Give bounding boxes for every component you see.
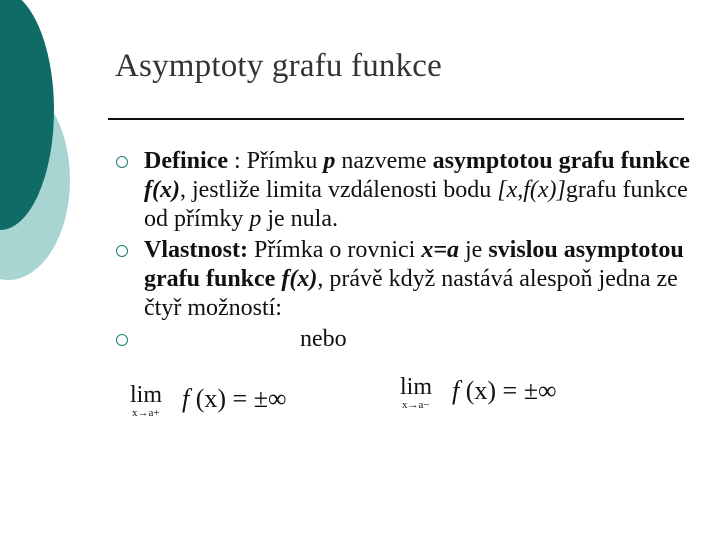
function-f: f <box>182 384 190 413</box>
circle-bullet-icon <box>116 334 128 346</box>
text: je <box>459 237 489 263</box>
text: : Přímku <box>227 148 324 174</box>
definition-label: Definice <box>144 148 228 174</box>
text: , jestliže limita vzdálenosti bodu <box>179 177 498 203</box>
text: je nula. <box>261 206 338 232</box>
limit-formula-right <box>130 382 287 420</box>
text: Přímka o rovnici <box>248 237 422 263</box>
vertical-asymptote-term: svislou asymptotou grafu funkce <box>144 237 684 292</box>
expression-rest: (x) = ±∞ <box>189 384 287 413</box>
lim-subscript: x→a− <box>402 399 430 411</box>
circle-bullet-icon <box>116 245 128 257</box>
line-p: p <box>249 206 262 232</box>
corner-decoration <box>0 0 120 300</box>
title-divider <box>108 118 684 120</box>
lim-operator: lim <box>130 382 163 408</box>
limit-expression <box>452 376 557 406</box>
limit-formula-left <box>400 374 557 412</box>
function-fx: f(x) <box>144 177 180 203</box>
lim-operator: lim <box>400 374 433 400</box>
expression-rest: (x) = ±∞ <box>459 376 557 405</box>
text: grafu funkce od přímky <box>144 177 688 232</box>
point-notation: [x,f(x)] <box>497 177 566 203</box>
function-f: f <box>452 376 460 405</box>
bullet-property <box>112 236 702 323</box>
bullet-formulas <box>112 325 702 355</box>
asymptote-term: asymptotou grafu funkce <box>432 148 690 174</box>
nebo-label: nebo <box>300 326 347 352</box>
bullet-list <box>112 147 702 357</box>
equation: x=a <box>421 237 460 263</box>
property-label: Vlastnost: <box>144 237 249 263</box>
line-p: p <box>323 148 336 174</box>
text: , právě když nastává alespoň jedna ze čtyř možností: <box>144 266 678 321</box>
bullet-definition <box>112 147 702 234</box>
limit-expression <box>182 384 287 414</box>
slide-title: Asymptoty grafu funkce <box>115 48 442 84</box>
lim-subscript: x→a+ <box>132 407 160 419</box>
function-fx: f(x) <box>281 266 318 292</box>
circle-bullet-icon <box>116 156 128 168</box>
text: nazveme <box>335 148 433 174</box>
